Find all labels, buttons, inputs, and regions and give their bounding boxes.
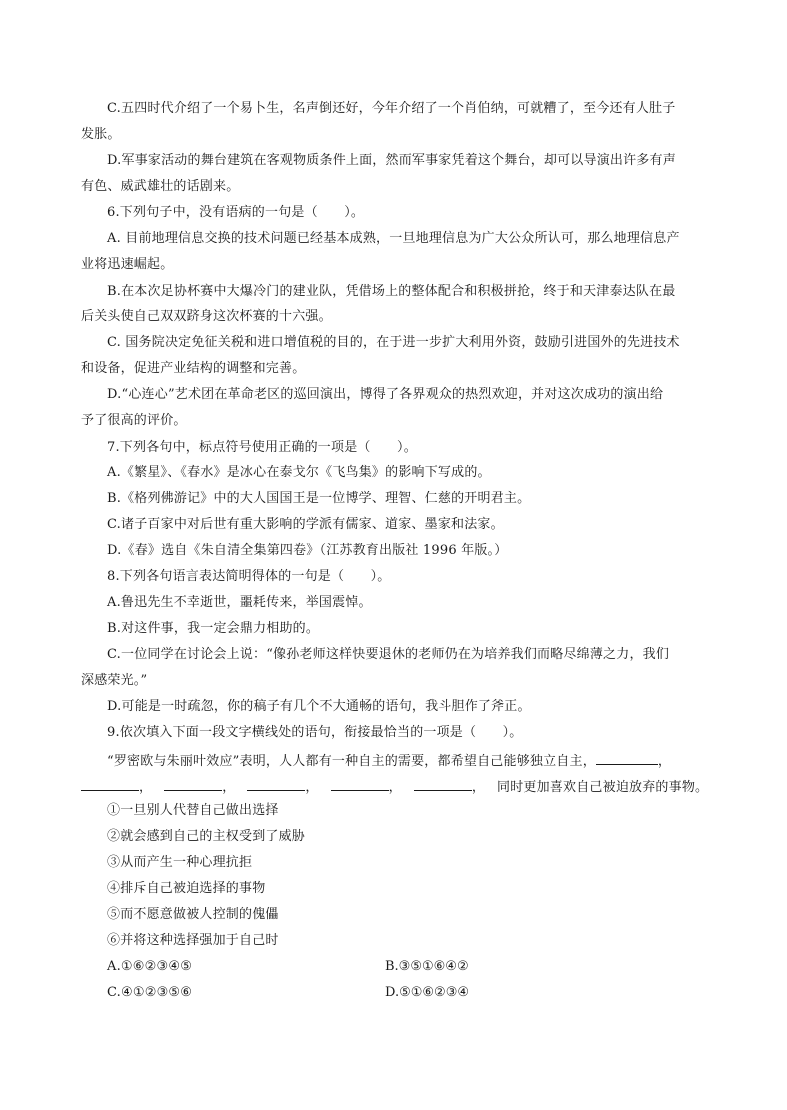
q9-statement-4: ④排斥自己被迫选择的事物 xyxy=(107,881,266,896)
q6-option-d-continuation: 予了很高的评价。 xyxy=(81,413,187,428)
fill-blank-1[interactable] xyxy=(596,751,658,765)
q7-option-c: C.诸子百家中对后世有重大影响的学派有儒家、道家、墨家和法家。 xyxy=(107,517,504,532)
question-9-title: 9.依次填入下面一段文字横线处的语句，衔接最恰当的一项是（ ）。 xyxy=(107,725,523,740)
q9-passage-text: “罗密欧与朱丽叶效应”表明，人人都有一种自主的需要，都希望自己能够独立自主， xyxy=(107,754,596,769)
q6-option-a-continuation: 业将迅速崛起。 xyxy=(81,257,174,272)
comma: ， xyxy=(222,780,236,795)
option-d-continuation: 有色、威武雄壮的话剧来。 xyxy=(81,179,240,194)
q7-option-b: B.《格列佛游记》中的大人国国王是一位博学、理智、仁慈的开明君主。 xyxy=(107,491,531,506)
question-7-title: 7.下列各句中，标点符号使用正确的一项是（ ）。 xyxy=(107,440,417,455)
q6-option-d: D.“心连心”艺术团在革命老区的巡回演出，博得了各界观众的热烈欢迎，并对这次成功的演出给 xyxy=(107,387,664,402)
fill-blank-6[interactable] xyxy=(414,777,472,791)
q9-passage-line-2 xyxy=(81,777,708,796)
comma: ， xyxy=(388,780,402,795)
q8-option-d: D.可能是一时疏忽，你的稿子有几个不大通畅的语句，我斗胆作了斧正。 xyxy=(107,699,531,714)
option-c-text: C.五四时代介绍了一个易卜生，名声倒还好，今年介绍了一个肖伯纳，可就糟了，至今还有人肚子 xyxy=(107,101,676,116)
q9-statement-2: ②就会感到自己的主权受到了威胁 xyxy=(107,829,306,844)
fill-blank-2[interactable] xyxy=(81,777,139,791)
comma: ， xyxy=(471,780,486,795)
q8-option-a: A.鲁迅先生不幸逝世，噩耗传来，举国震悼。 xyxy=(107,595,372,610)
q9-statement-3: ③从而产生一种心理抗拒 xyxy=(107,855,253,870)
q6-option-b-continuation: 后关头使自己双双跻身这次杯赛的十六强。 xyxy=(81,309,332,324)
comma: ， xyxy=(305,780,319,795)
comma: ， xyxy=(139,780,153,795)
q6-option-b: B.在本次足协杯赛中大爆冷门的建业队，凭借场上的整体配合和积极拼抢，终于和天津泰达队在最 xyxy=(107,284,676,299)
q8-option-b: B.对这件事，我一定会鼎力相助的。 xyxy=(107,621,320,636)
q7-option-d: D.《春》选自《朱自清全集第四卷》（江苏教育出版社 1996 年版。） xyxy=(107,543,508,558)
fill-blank-4[interactable] xyxy=(247,777,305,791)
q9-answer-b[interactable]: B.③⑤①⑥④② xyxy=(385,959,469,974)
q9-statement-1: ①一旦别人代替自己做出选择 xyxy=(107,803,279,818)
q8-option-c: C.一位同学在讨论会上说：“像孙老师这样快要退休的老师仍在为培养我们而略尽绵薄之力，我们 xyxy=(107,647,670,662)
q9-statement-6: ⑥并将这种选择强加于自己时 xyxy=(107,933,279,948)
q9-passage-line-1 xyxy=(107,751,671,770)
q6-option-c: C. 国务院决定免征关税和进口增值税的目的，在于进一步扩大利用外资，鼓励引进国外的先进技术 xyxy=(107,335,680,350)
fill-blank-5[interactable] xyxy=(331,777,389,791)
q9-passage-tail: 同时更加喜欢自己被迫放弃的事物。 xyxy=(497,780,709,795)
question-8-title: 8.下列各句语言表达简明得体的一句是（ ）。 xyxy=(107,569,391,584)
q9-answer-c[interactable]: C.④①②③⑤⑥ xyxy=(107,985,193,1000)
option-d-text: D.军事家活动的舞台建筑在客观物质条件上面，然而军事家凭着这个舞台，却可以导演出许多有声 xyxy=(107,153,676,168)
q9-statement-5: ⑤而不愿意做被人控制的傀儡 xyxy=(107,907,279,922)
comma: ， xyxy=(657,754,672,769)
option-c-continuation: 发胀。 xyxy=(81,127,121,142)
q6-option-c-continuation: 和设备，促进产业结构的调整和完善。 xyxy=(81,361,306,376)
q6-option-a: A. 目前地理信息交换的技术问题已经基本成熟，一旦地理信息为广大公众所认可，那么地理信息产 xyxy=(107,231,680,246)
q9-answer-d[interactable]: D.⑤①⑥②③④ xyxy=(385,985,470,1000)
question-6-title: 6.下列句子中，没有语病的一句是（ ）。 xyxy=(107,205,365,220)
fill-blank-3[interactable] xyxy=(164,777,222,791)
q8-option-c-continuation: 深感荣光。” xyxy=(81,673,148,688)
q9-answer-a[interactable]: A.①⑥②③④⑤ xyxy=(107,959,193,974)
q7-option-a: A.《繁星》、《春水》是冰心在泰戈尔《飞鸟集》的影响下写成的。 xyxy=(107,465,491,480)
